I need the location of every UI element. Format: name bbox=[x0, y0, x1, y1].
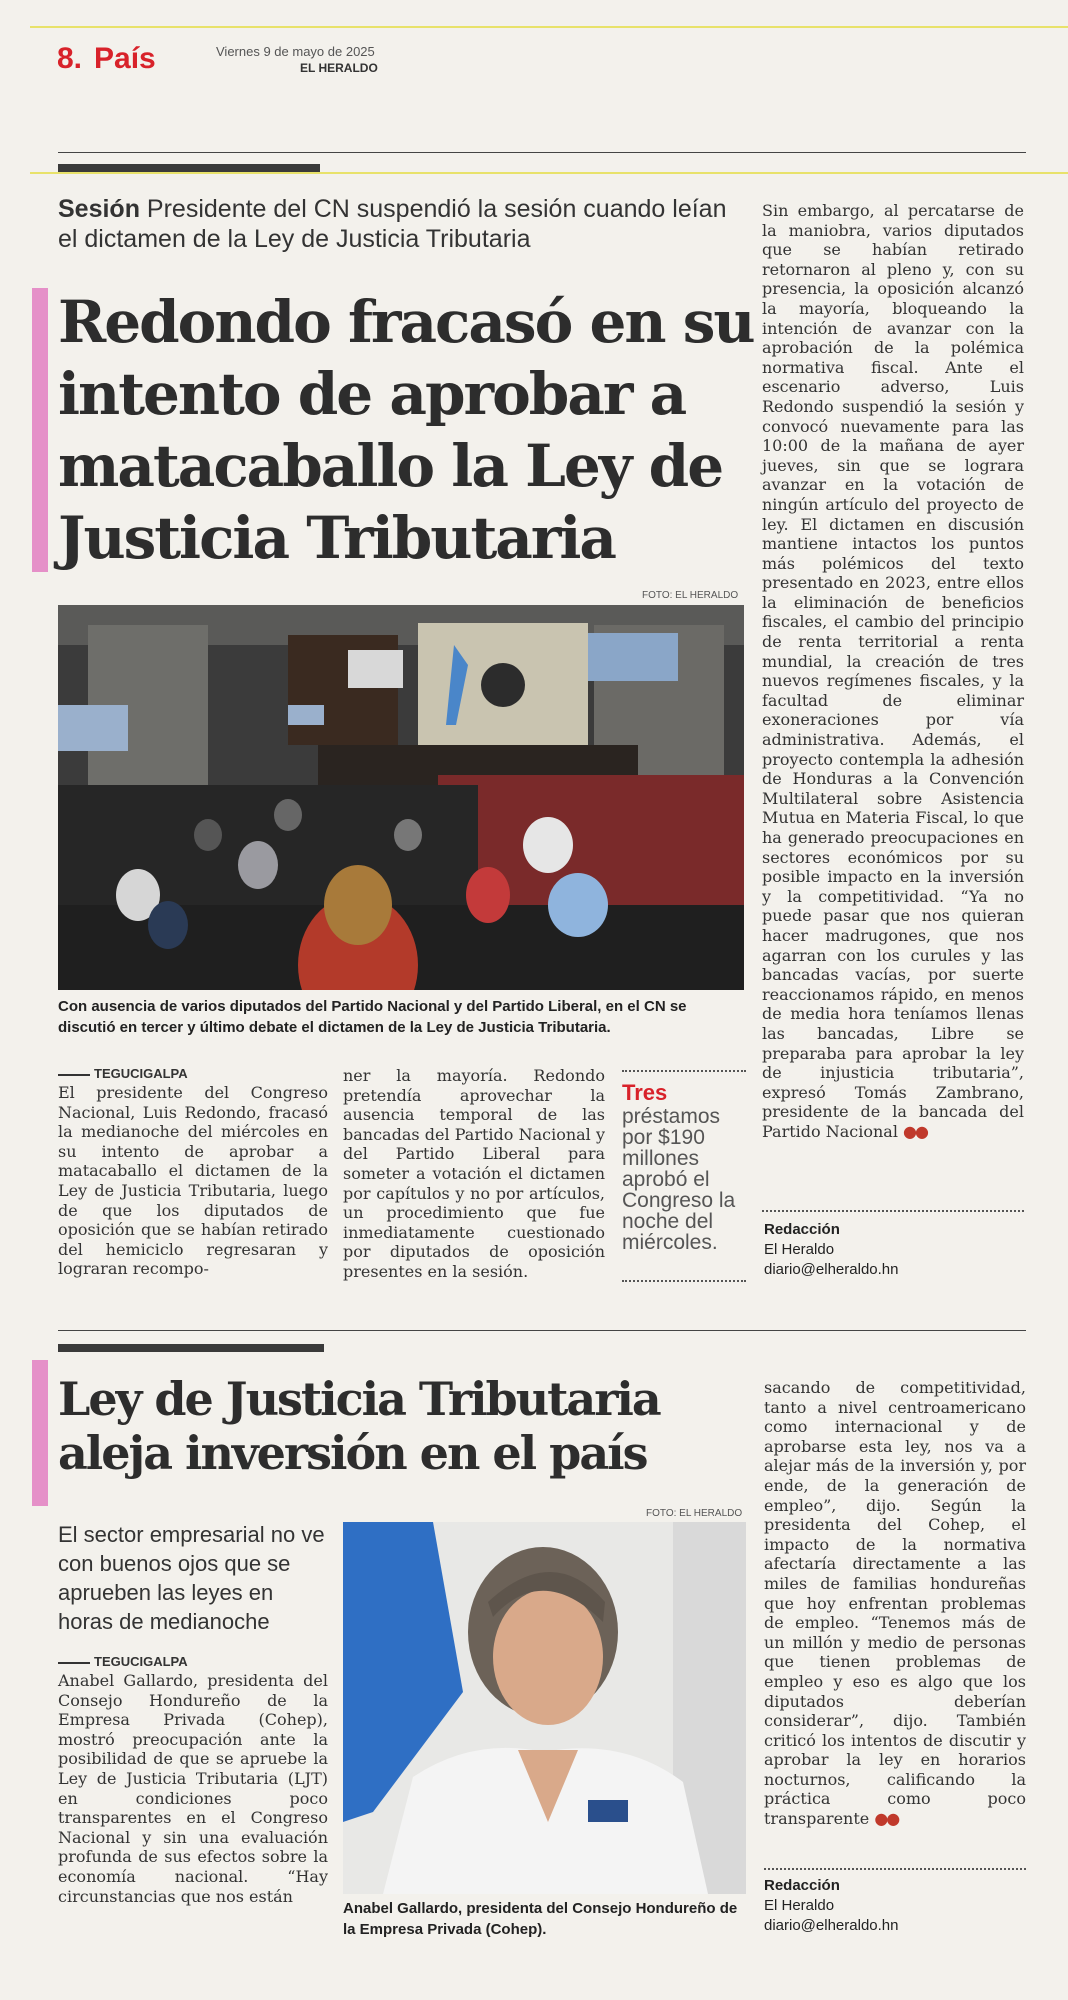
page-number: 8. bbox=[57, 42, 83, 75]
issue-date: Viernes 9 de mayo de 2025 bbox=[216, 44, 375, 59]
article2-right-column bbox=[764, 1378, 1026, 1829]
article2-end-mark: ●● bbox=[874, 1809, 899, 1829]
portrait-illustration bbox=[343, 1522, 746, 1894]
anabel-gallardo-photo bbox=[343, 1522, 746, 1894]
pullquote-highlight: Tres bbox=[622, 1080, 668, 1105]
signature-name: Redacción bbox=[764, 1221, 840, 1238]
article1-col1-text: El presidente del Congreso Nacional, Luis Redondo, fracasó la medianoche del miércoles en su intento de aprobar a matacaballo el dictamen de la Ley de Justicia Tributaria, luego de que los diputados de oposición que se habían retirado del hemiciclo regresaran y lograran recompo- bbox=[58, 1083, 328, 1279]
kicker-label: Sesión bbox=[58, 195, 140, 223]
pullquote-bottom-rule bbox=[622, 1280, 746, 1282]
paper-name: EL HERALDO bbox=[300, 61, 378, 75]
pullquote bbox=[622, 1080, 746, 1253]
article1-right-body: Sin embargo, al percatarse de la maniobra, varios diputados que se habían retirado retornaron al pleno y, con su presencia, la oposición alcanzó la mayoría, bloqueando la intención de avanzar con la aprobación de la polémica normativa fiscal. Ante el escenario adverso, Luis Redondo suspendió la sesión y convocó nuevamente para las 10:00 de la mañana de ayer jueves, sin que se lograra avanzar en la votación de ningún artículo del proyecto de ley. El dictamen en discusión mantiene intactos los puntos más polémicos del texto presentado en 2023, entre ellos la eliminación de beneficios fiscales, el cambio del principio de renta territorial a renta mundial, la creación de tres nuevos regímenes fiscales, y la facultad de eliminar exoneraciones por vía administrativa. Además, el proyecto contempla la adhesión de Honduras a la Convención Multilateral sobre Asistencia Mutua en Materia Fiscal, lo que ha generado preocupaciones en sectores económicos por su posible impacto en la inversión y la competitividad. “Ya no puede pasar que nos quieran hacer madrugones, que nos agarran con los curules y las bancadas vacías, por suerte reaccionamos rápido, en menos de media hora teníamos llenas las bancadas, Libre se preparaba para aprobar la ley de injusticia tributaria”, expresó Tomás Zambrano, presidente de la bancada del Partido Nacional bbox=[762, 201, 1024, 1141]
article2-signature-name: Redacción bbox=[764, 1877, 840, 1894]
signature-paper: El Heraldo bbox=[764, 1241, 835, 1258]
article2-signature-rule bbox=[764, 1868, 1026, 1870]
header-divider bbox=[58, 152, 1026, 153]
article1-dateline: TEGUCIGALPA bbox=[58, 1066, 328, 1081]
highlight-mark bbox=[32, 288, 48, 572]
header-yellow-rule bbox=[30, 172, 1068, 174]
article1-photo-caption: Con ausencia de varios diputados del Partido Nacional y del Partido Liberal, en el CN se discutió en tercer y último debate el dictamen de la Ley de Justicia Tributaria. bbox=[58, 998, 687, 1036]
kicker-text: Presidente del CN suspendió la sesión cuando leían el dictamen de la Ley de Justicia Tributaria bbox=[58, 195, 727, 253]
article2-col1-text: Anabel Gallardo, presidenta del Consejo Hondureño de la Empresa Privada (Cohep), mostró preocupación ante la posibilidad de que se apruebe la Ley de Justicia Tributaria (LJT) en condiciones poco transparentes en el Congreso Nacional y sin una evaluación profunda de sus efectos sobre la economía nacional. “Hay circunstancias que nos están bbox=[58, 1671, 328, 1906]
article2-highlight-mark bbox=[32, 1360, 48, 1506]
article2-signature bbox=[764, 1876, 1026, 1936]
article2-section-bar bbox=[58, 1344, 324, 1352]
section-name: País bbox=[94, 42, 156, 75]
article1-right-text bbox=[762, 201, 1024, 1142]
article2-right-body: sacando de competitividad, tanto a nivel centroamericano como internacional y de aprobarse esta ley, nos va a alejar más de la inversión y, por ende, de la generación de empleo”, dijo. Según la presidenta del Cohep, el impacto de la normativa afectaría directamente a las miles de familias hondureñas que hoy enfrentan problemas de empleo. “Tenemos más de un millón y medio de personas que tienen problemas de empleo y eso es algo que los diputados deberían considerar”, dijo. También criticó los intentos de discutir y aprobar la ley en horarios nocturnos, calificando la práctica como poco transparente bbox=[764, 1378, 1026, 1829]
article2-column-1 bbox=[58, 1654, 328, 1906]
article2-signature-paper: El Heraldo bbox=[764, 1897, 835, 1914]
congress-session-illustration bbox=[58, 605, 744, 990]
article2-headline: Ley de Justicia Tributaria aleja inversión en el país bbox=[58, 1372, 660, 1480]
signature-email[interactable]: diario@elheraldo.hn bbox=[764, 1261, 899, 1278]
article1-photo-credit: FOTO: EL HERALDO bbox=[642, 590, 739, 601]
pullquote-top-rule bbox=[622, 1070, 746, 1072]
article1-headline: Redondo fracasó en su intento de aprobar a matacaballo la Ley de Justicia Tributaria bbox=[58, 288, 754, 572]
article1-signature bbox=[764, 1220, 1026, 1280]
article1-right-column bbox=[762, 201, 1024, 1142]
section-bar bbox=[58, 164, 320, 172]
article1-column-1 bbox=[58, 1066, 328, 1279]
article1-kicker bbox=[58, 194, 748, 254]
article1-signature-rule bbox=[762, 1210, 1024, 1212]
congress-session-photo bbox=[58, 605, 744, 990]
pullquote-text: préstamos por $190 millones aprobó el Congreso la noche del miércoles. bbox=[622, 1105, 736, 1254]
end-mark: ●● bbox=[903, 1121, 927, 1141]
article2-photo-caption: Anabel Gallardo, presidenta del Consejo Hondureño de la Empresa Privada (Cohep). bbox=[343, 1900, 738, 1938]
article2-subhead: El sector empresarial no ve con buenos ojos que se aprueben las leyes en horas de medianoche bbox=[58, 1522, 325, 1634]
article2-photo-credit: FOTO: EL HERALDO bbox=[646, 1508, 743, 1519]
article2-dateline: TEGUCIGALPA bbox=[58, 1654, 328, 1669]
article1-col2-text: ner la mayoría. Redondo pretendía aprovechar la ausencia temporal de las bancadas del Partido Nacional y del Partido Liberal para someter a votación el dictamen por capítulos y no por artículos, un procedimiento que fue inmediatamente cuestionado por diputados de oposición presentes en la sesión. bbox=[343, 1066, 605, 1281]
top-yellow-rule bbox=[30, 26, 1068, 28]
article2-signature-email[interactable]: diario@elheraldo.hn bbox=[764, 1917, 899, 1934]
article-separator bbox=[58, 1330, 1026, 1331]
article2-right-text bbox=[764, 1378, 1026, 1829]
